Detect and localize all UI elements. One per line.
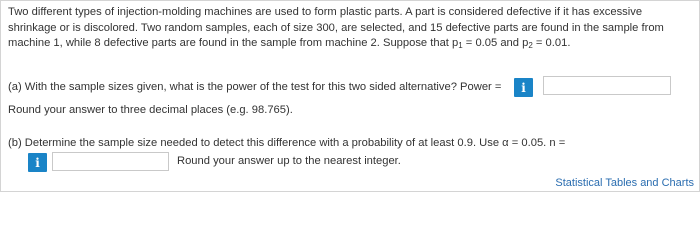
- p1-value: = 0.05 and p: [462, 37, 529, 49]
- part-a-instruction: Round your answer to three decimal places (e.g. 98.765).: [8, 104, 293, 116]
- problem-statement: [8, 5, 692, 54]
- p2-value: = 0.01.: [532, 37, 571, 49]
- problem-text: Two different types of injection-molding machines are used to form plastic parts. A part is considered defective if it has excessive shrinkage or is discolored. Two random samples, each of size 300, are selected, and 15 defective parts are found in the sample from machine 1, while 8 defective parts are found in the sample from machine 2. Suppose that p: [8, 6, 664, 49]
- part-b-sample-size-input[interactable]: [52, 152, 169, 171]
- part-b-question: (b) Determine the sample size needed to detect this difference with a probability of at least 0.9. Use α = 0.05. n =: [8, 137, 566, 149]
- part-a-info-icon[interactable]: i: [514, 78, 533, 97]
- p2-subscript: 2: [528, 41, 533, 50]
- part-a-question: (a) With the sample sizes given, what is the power of the test for this two sided alternative? Power =: [8, 81, 502, 93]
- part-b-info-icon[interactable]: i: [28, 153, 47, 172]
- statistical-tables-link[interactable]: Statistical Tables and Charts: [555, 177, 694, 189]
- p1-subscript: 1: [458, 41, 463, 50]
- part-a-power-input[interactable]: [543, 76, 671, 95]
- part-b-instruction: Round your answer up to the nearest integer.: [177, 155, 401, 167]
